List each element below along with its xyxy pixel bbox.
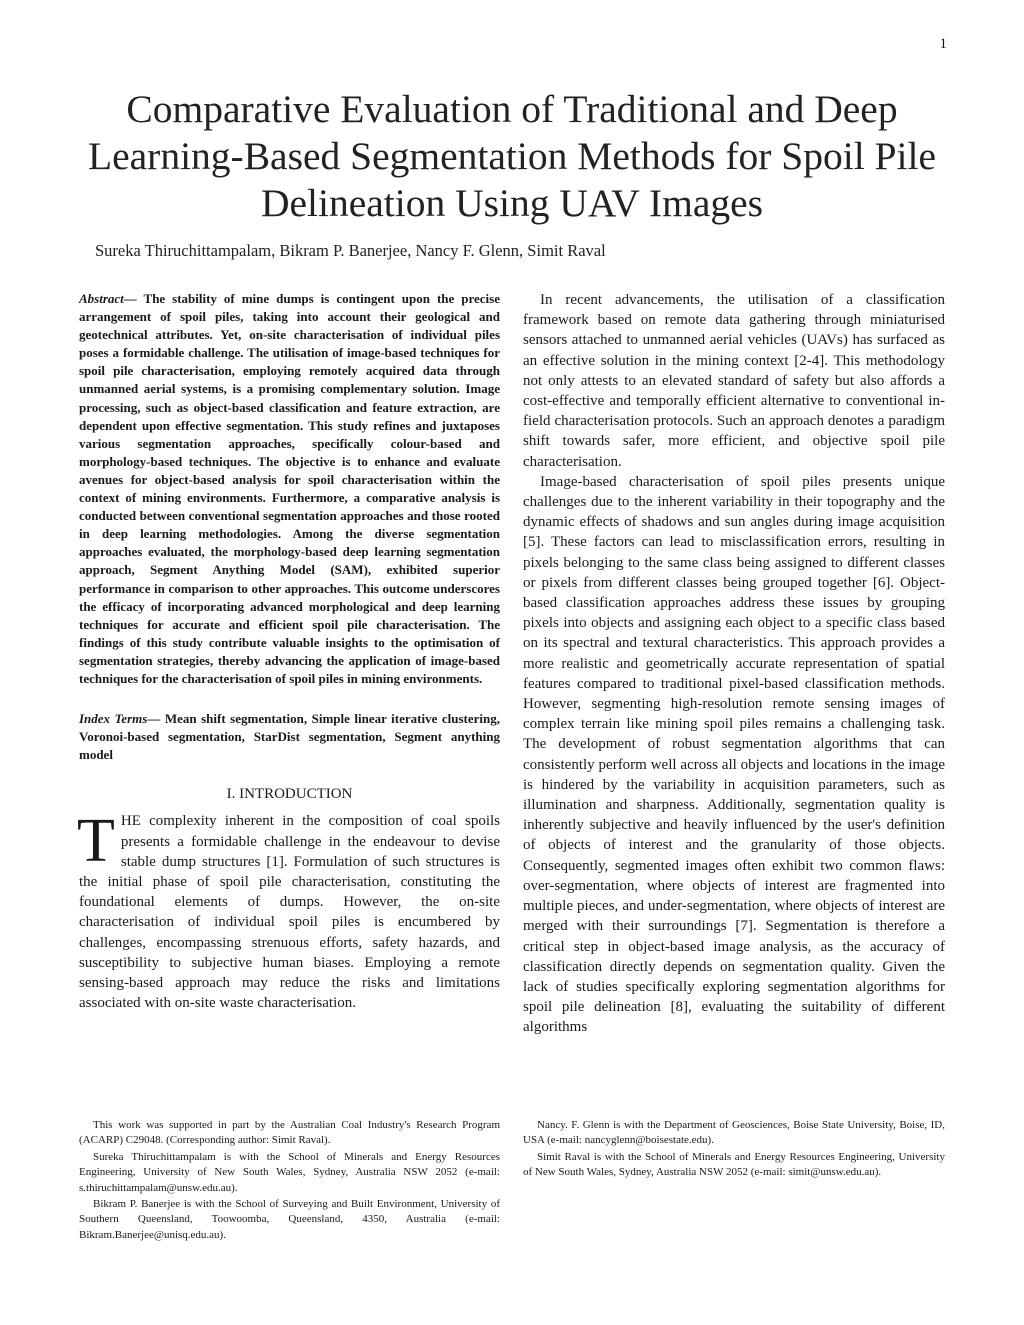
footnotes-left	[79, 1118, 500, 1244]
footnote-funding: This work was supported in part by the Australian Coal Industry's Research Program (ACARP) C29048. (Corresponding author: Simit Raval).	[79, 1119, 500, 1147]
left-column	[79, 290, 500, 1013]
abstract	[79, 290, 500, 688]
paper-title: Comparative Evaluation of Traditional and Deep Learning-Based Segmentation Methods for Spoil Pile Delineation Using UAV Images	[87, 87, 936, 225]
footnote-author-2: Bikram P. Banerjee is with the School of Surveying and Built Environment, University of Southern Queensland, Toowoomba, Queensland, 4350, Australia (e-mail: Bikram.Banerjee@unisq.edu.au).	[79, 1198, 500, 1241]
index-terms-text: Mean shift segmentation, Simple linear iterative clustering, Voronoi-based segmentation, StarDist segmentation, Segment anything model	[79, 711, 500, 763]
index-terms-label: Index Terms—	[79, 711, 161, 727]
index-terms	[79, 710, 500, 764]
footnote-author-3: Nancy. F. Glenn is with the Department of Geosciences, Boise State University, Boise, ID, USA (e-mail: nancyglenn@boisestate.edu).	[523, 1119, 945, 1147]
intro-paragraph-1	[77, 807, 500, 1013]
footnotes-right	[523, 1118, 945, 1182]
intro-paragraph-3: Image-based characterisation of spoil piles presents unique challenges due to the inherent variability in their topography and the dynamic effects of shadows and sun angles during image acquisition [5]. These factors can lead to misclassification errors, resulting in pixels belonging to the same class being assigned to different classes or pixels from different classes being grouped together [6]. Object-based classification approaches address these issues by grouping pixels into objects and assigning each object to a specific class based on its spectral and textural characteristics. This approach provides a more realistic and geometrically accurate representation of spatial features compared to traditional pixel-based classification methods. However, segmenting high-resolution remote sensing images of complex terrain like mining spoil piles remains a challenging task. The development of robust segmentation algorithms that can consistently perform well across all objects and locations in the image is hindered by the variability in acquisition parameters, such as illumination and sharpness. Additionally, segmentation quality is inherently subjective and heavily influenced by the user's definition of objects of interest and the granularity of those objects. Consequently, segmented images often exhibit two common flaws: over-segmentation, where objects of interest are fragmented into multiple pieces, and under-segmentation, where objects of interest are merged with their surroundings [7]. Segmentation is therefore a critical step in object-based image analysis, as the accuracy of classification directly depends on segmentation quality. Given the lack of studies specifically exploring segmentation algorithms for spoil pile delineation [8], evaluating the suitability of different algorithms	[523, 473, 945, 1036]
abstract-label: Abstract—	[79, 291, 137, 306]
author-list: Sureka Thiruchittampalam, Bikram P. Banerjee, Nancy F. Glenn, Simit Raval	[95, 241, 606, 260]
right-column	[523, 290, 945, 1038]
intro-paragraph-1-text: HE complexity inherent in the composition of coal spoils presents a formidable challenge in the endeavour to devise stable dump structures [1]. Formulation of such structures is the initial phase of spoil pile characterisation, constituting the foundational elements of dumps. However, the on-site characterisation of individual spoil piles is encumbered by challenges, encompassing strenuous efforts, safety hazards, and susceptibility to subjective human biases. Employing a remote sensing-based approach may reduce the risks and limitations associated with on-site waste characterisation.	[79, 813, 500, 1012]
footnote-author-4: Simit Raval is with the School of Minerals and Energy Resources Engineering, University of New South Wales, Sydney, Australia NSW 2052 (e-mail: simit@unsw.edu.au).	[523, 1150, 945, 1179]
intro-paragraph-2: In recent advancements, the utilisation of a classification framework based on remote data gathering through miniaturised sensors attached to unmanned aerial vehicles (UAVs) has surfaced as an effective solution in the mining context [2-4]. This methodology not only attests to an elevated standard of safety but also affords a cost-effective and temporally efficient alternative to conventional in-field characterisation protocols. Such an approach denotes a paradigm shift towards safer, more efficient, and objective spoil pile characterisation.	[523, 292, 945, 470]
drop-cap: T	[77, 807, 115, 876]
section-heading-introduction: I. INTRODUCTION	[226, 786, 353, 803]
footnote-author-1: Sureka Thiruchittampalam is with the School of Minerals and Energy Resources Engineering, University of New South Wales, Sydney, Australia NSW 2052 (e-mail: s.thiruchittampalam@unsw.edu.au).	[79, 1150, 500, 1194]
page-number: 1	[939, 36, 947, 52]
abstract-text: The stability of mine dumps is contingent upon the precise arrangement of spoil piles, taking into account their geological and geotechnical attributes. Yet, on-site characterisation of individual piles poses a formidable challenge. The utilisation of image-based techniques for spoil pile characterisation, employing remotely acquired data through unmanned aerial systems, is a promising complementary solution. Image processing, such as object-based classification and feature extraction, are dependent upon effective segmentation. This study refines and juxtaposes various segmentation approaches, specifically colour-based and morphology-based techniques. The objective is to enhance and evaluate avenues for object-based analysis for spoil characterisation within the context of mining environments. Furthermore, a comparative analysis is conducted between conventional segmentation approaches and those rooted in deep learning methodologies. Among the diverse segmentation approaches evaluated, the morphology-based deep learning segmentation approach, Segment Anything Model (SAM), exhibited superior performance in comparison to other approaches. This outcome underscores the efficacy of incorporating advanced morphological and deep learning techniques for accurate and efficient spoil pile characterisation. The findings of this study contribute valuable insights to the optimisation of segmentation strategies, thereby advancing the application of image-based techniques for the characterisation of spoil piles in mining environments.	[79, 291, 500, 686]
